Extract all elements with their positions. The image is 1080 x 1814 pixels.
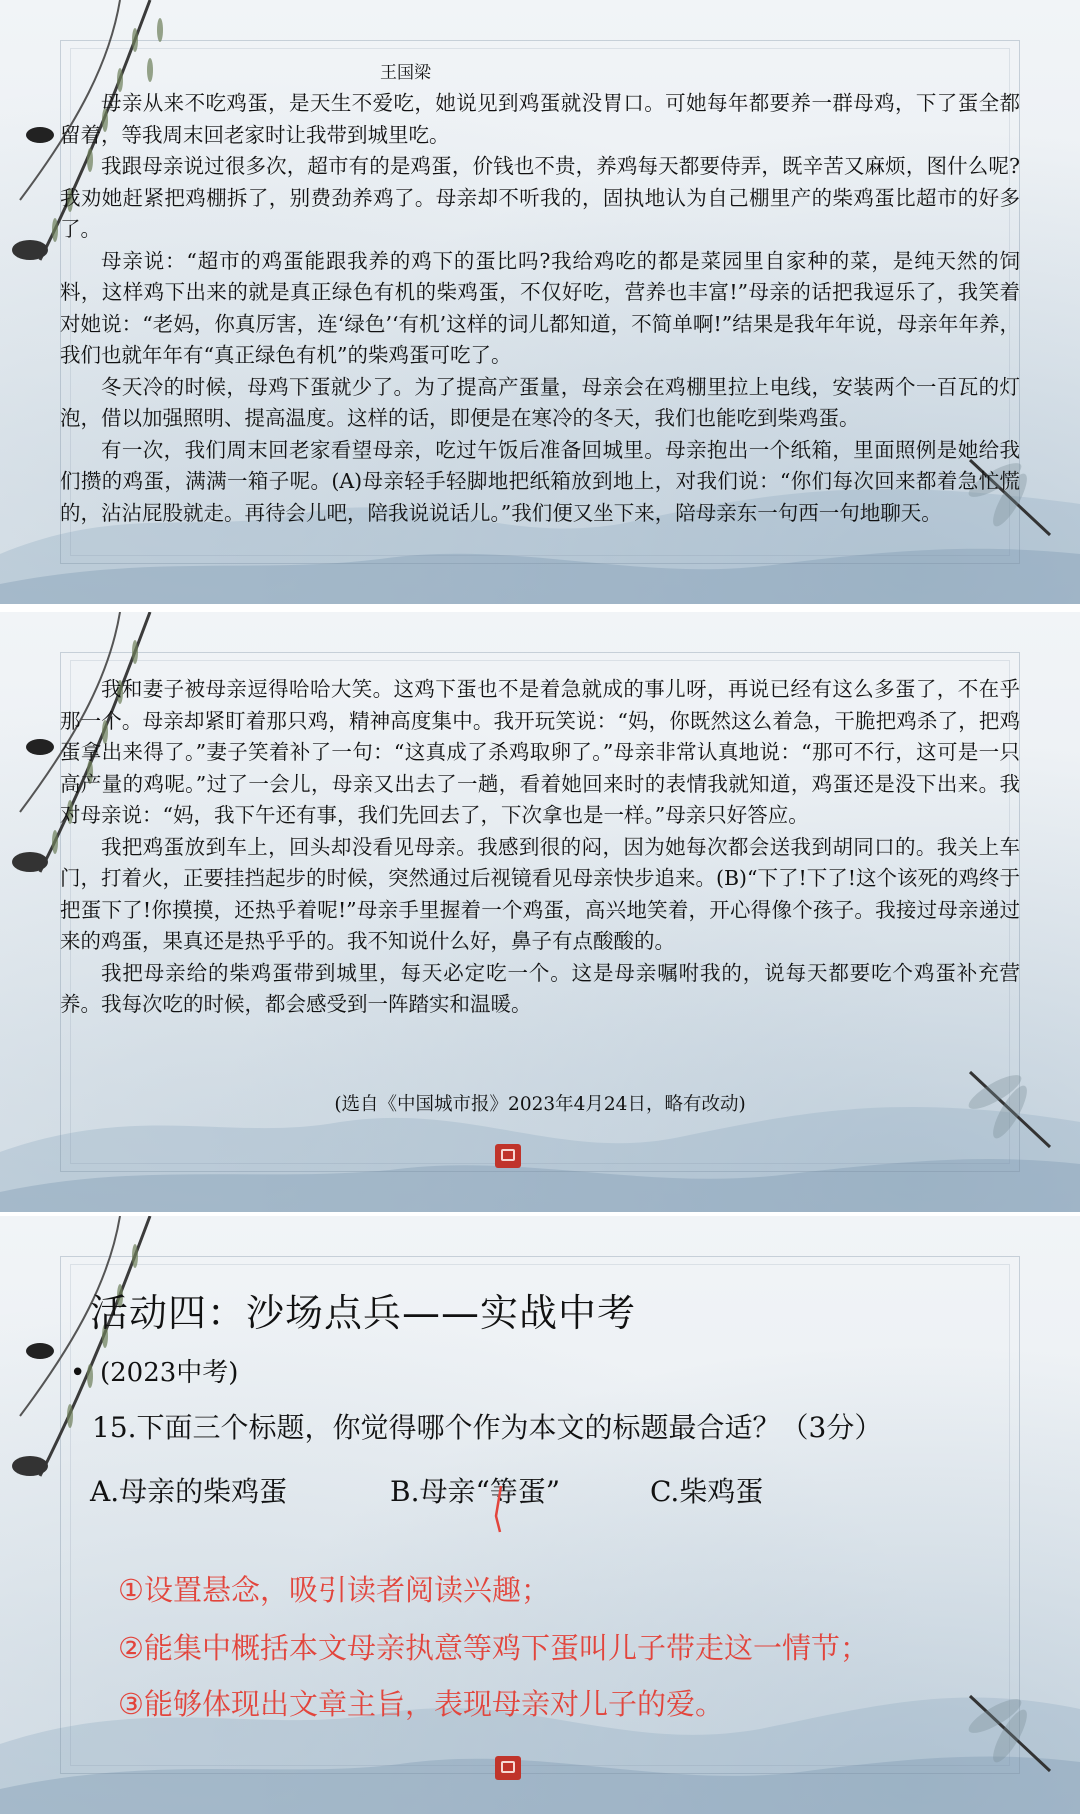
- option-b: B.母亲“等蛋”: [390, 1475, 561, 1508]
- paragraph: 我把鸡蛋放到车上，回头却没看见母亲。我感到很的闷，因为她每次都会送我到胡同口的。我关上车门，打着火，正要挂挡起步的时候，突然通过后视镜看见母亲快步追来。(B)“下了!下了!这个该死的鸡终于把蛋下了!你摸摸，还热乎着呢!”母亲手里握着一个鸡蛋，高兴地笑着，开心得像个孩子。我接过母亲递过来的鸡蛋，果真还是热乎乎的。我不知说什么好，鼻子有点酸酸的。: [60, 834, 1021, 953]
- paragraph: 母亲从来不吃鸡蛋，是天生不爱吃，她说见到鸡蛋就没胃口。可她每年都要养一群母鸡，下了蛋全都留着，等我周末回老家时让我带到城里吃。: [60, 91, 1020, 147]
- exam-year-label: (2023中考): [100, 1358, 239, 1388]
- paragraph: 有一次，我们周末回老家看望母亲，吃过午饭后准备回城里。母亲抱出一个纸箱，里面照例是她给我们攒的鸡蛋，满满一箱子呢。(A)母亲轻手轻脚地把纸箱放到地上，对我们说：“你们每次回来都着急忙慌的，沾沾屁股就走。再待会儿吧，陪我说说话儿。”我们便又坐下来，陪母亲东一句西一句地聊天。: [60, 437, 1020, 525]
- option-c: C.柴鸡蛋: [650, 1475, 764, 1508]
- answer-options: [90, 1470, 763, 1510]
- option-a: A.母亲的柴鸡蛋: [90, 1475, 288, 1508]
- slide-exam-question: [0, 1216, 1080, 1814]
- paragraph: 我和妻子被母亲逗得哈哈大笑。这鸡下蛋也不是着急就成的事儿呀，再说已经有这么多蛋了，不在乎那一个。母亲却紧盯着那只鸡，精神高度集中。我开玩笑说：“妈，你既然这么着急，干脆把鸡杀了，把鸡蛋拿出来得了。”妻子笑着补了一句：“这真成了杀鸡取卵了。”母亲非常认真地说：“那可不行，这可是一只高产量的鸡呢。”过了一会儿，母亲又出去了一趟，看着她回来时的表情我就知道，鸡蛋还是没下出来。我对母亲说：“妈，我下午还有事，我们先回去了，下次拿也是一样。”母亲只好答应。: [60, 677, 1020, 827]
- bullet-icon: •: [70, 1358, 86, 1388]
- story-text-part-2: [60, 674, 1020, 1021]
- slide-story-part-1: [0, 0, 1080, 604]
- dragonfly-icon: [950, 1676, 1060, 1786]
- answer-reason-2: ②能集中概括本文母亲执意等鸡下蛋叫儿子带走这一情节；: [118, 1631, 869, 1665]
- red-seal-icon: [495, 1144, 521, 1168]
- author-name: 王国梁: [380, 63, 431, 83]
- paragraph: 母亲说：“超市的鸡蛋能跟我养的鸡下的蛋比吗?我给鸡吃的都是菜园里自家种的菜，是纯天然的饲料，这样鸡下出来的就是真正绿色有机的柴鸡蛋，不仅好吃，营养也丰富!”母亲的话把我逗乐了，我笑着对她说：“老妈，你真厉害，连‘绿色’‘有机’这样的词儿都知道，不简单啊!”结果是我年年说，母亲年年养，我们也就年年有“真正绿色有机”的柴鸡蛋可吃了。: [60, 248, 1020, 367]
- exam-year: [70, 1352, 238, 1389]
- activity-title: 活动四：沙场点兵——实战中考: [90, 1291, 637, 1335]
- red-check-mark-icon: [492, 1486, 506, 1536]
- story-text-part-1: [60, 88, 1020, 529]
- question-text: 15.下面三个标题，你觉得哪个作为本文的标题最合适？（3分）: [92, 1411, 883, 1444]
- paragraph: 冬天冷的时候，母鸡下蛋就少了。为了提高产蛋量，母亲会在鸡棚里拉上电线，安装两个一百瓦的灯泡，借以加强照明、提高温度。这样的话，即便是在寒冷的冬天，我们也能吃到柴鸡蛋。: [60, 374, 1020, 430]
- slide-divider: [0, 604, 1080, 612]
- source-citation: (选自《中国城市报》2023年4月24日，略有改动): [334, 1094, 746, 1115]
- paragraph: 我把母亲给的柴鸡蛋带到城里，每天必定吃一个。这是母亲嘱咐我的，说每天都要吃个鸡蛋补充营养。我每次吃的时候，都会感受到一阵踏实和温暖。: [60, 960, 1020, 1016]
- willow-branch-icon: [0, 1216, 220, 1576]
- answer-reason-1: ①设置悬念，吸引读者阅读兴趣；: [118, 1573, 550, 1607]
- slide-story-part-2: [0, 612, 1080, 1212]
- red-seal-icon: [495, 1756, 521, 1780]
- answer-reason-3: ③能够体现出文章主旨，表现母亲对儿子的爱。: [118, 1687, 724, 1721]
- paragraph: 我跟母亲说过很多次，超市有的是鸡蛋，价钱也不贵，养鸡每天都要侍弄，既辛苦又麻烦，图什么呢?我劝她赶紧把鸡棚拆了，别费劲养鸡了。母亲却不听我的，固执地认为自己棚里产的柴鸡蛋比超市的好多了。: [60, 154, 1020, 241]
